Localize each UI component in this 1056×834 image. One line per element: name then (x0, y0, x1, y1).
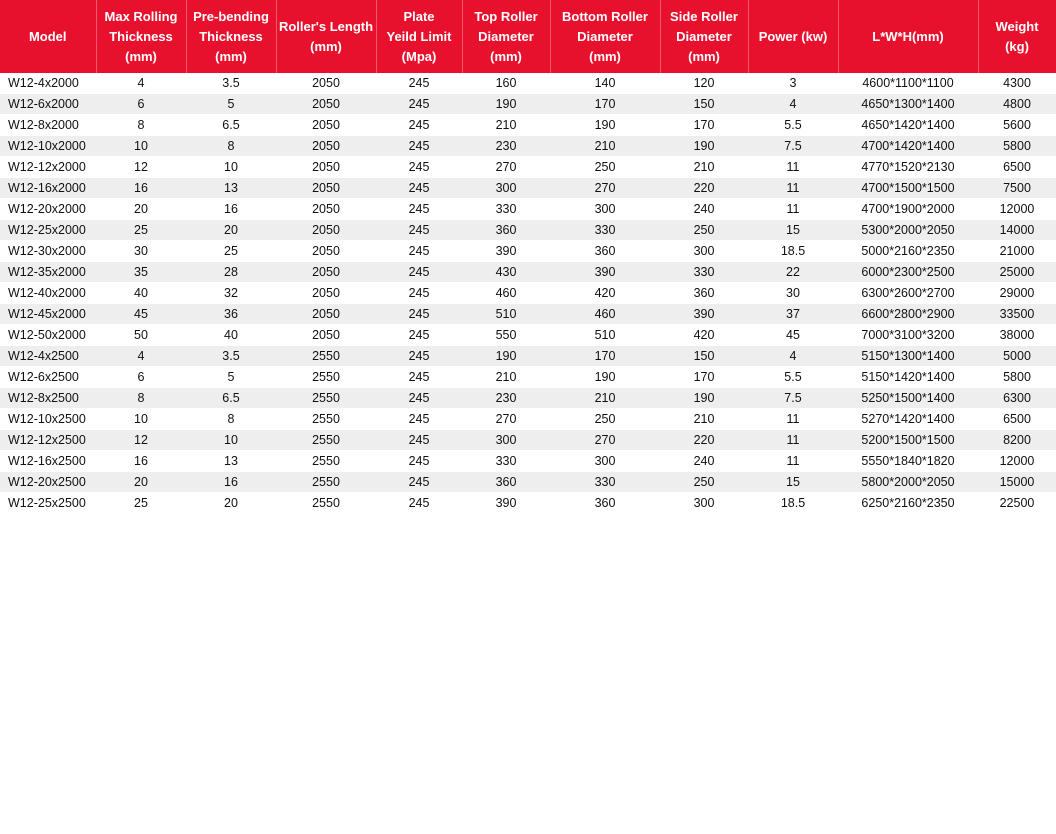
cell-power: 5.5 (748, 115, 838, 136)
cell-power: 11 (748, 451, 838, 472)
cell-model: W12-30x2000 (0, 241, 96, 262)
cell-dimensions: 4650*1420*1400 (838, 115, 978, 136)
cell-power: 15 (748, 472, 838, 493)
cell-bottom-roller-diameter: 170 (550, 346, 660, 367)
cell-bottom-roller-diameter: 460 (550, 304, 660, 325)
table-row (0, 346, 1056, 367)
cell-pre-bending-thickness: 40 (186, 325, 276, 346)
cell-max-rolling-thickness: 16 (96, 178, 186, 199)
table-row (0, 178, 1056, 199)
cell-bottom-roller-diameter: 330 (550, 220, 660, 241)
cell-weight: 25000 (978, 262, 1056, 283)
cell-pre-bending-thickness: 5 (186, 94, 276, 115)
table-row (0, 325, 1056, 346)
header-top-roller-diameter: Top Roller Diameter (mm) (462, 0, 550, 73)
cell-side-roller-diameter: 220 (660, 178, 748, 199)
cell-roller-length: 2050 (276, 199, 376, 220)
cell-dimensions: 4650*1300*1400 (838, 94, 978, 115)
table-row (0, 220, 1056, 241)
cell-top-roller-diameter: 330 (462, 451, 550, 472)
cell-power: 18.5 (748, 241, 838, 262)
cell-dimensions: 6000*2300*2500 (838, 262, 978, 283)
cell-top-roller-diameter: 210 (462, 367, 550, 388)
cell-bottom-roller-diameter: 190 (550, 367, 660, 388)
cell-power: 11 (748, 178, 838, 199)
cell-max-rolling-thickness: 50 (96, 325, 186, 346)
cell-weight: 5000 (978, 346, 1056, 367)
cell-top-roller-diameter: 390 (462, 241, 550, 262)
cell-power: 7.5 (748, 136, 838, 157)
cell-roller-length: 2050 (276, 220, 376, 241)
table-row (0, 157, 1056, 178)
cell-power: 4 (748, 94, 838, 115)
cell-roller-length: 2550 (276, 451, 376, 472)
cell-dimensions: 4600*1100*1100 (838, 73, 978, 94)
cell-max-rolling-thickness: 20 (96, 199, 186, 220)
cell-dimensions: 5150*1300*1400 (838, 346, 978, 367)
cell-weight: 38000 (978, 325, 1056, 346)
cell-plate-yield-limit: 245 (376, 220, 462, 241)
cell-power: 15 (748, 220, 838, 241)
cell-plate-yield-limit: 245 (376, 409, 462, 430)
table-row (0, 136, 1056, 157)
cell-dimensions: 6300*2600*2700 (838, 283, 978, 304)
cell-model: W12-16x2000 (0, 178, 96, 199)
cell-weight: 5600 (978, 115, 1056, 136)
cell-bottom-roller-diameter: 140 (550, 73, 660, 94)
header-power: Power (kw) (748, 0, 838, 73)
cell-weight: 29000 (978, 283, 1056, 304)
cell-dimensions: 4700*1900*2000 (838, 199, 978, 220)
cell-pre-bending-thickness: 6.5 (186, 388, 276, 409)
cell-plate-yield-limit: 245 (376, 73, 462, 94)
cell-bottom-roller-diameter: 250 (550, 409, 660, 430)
cell-power: 3 (748, 73, 838, 94)
cell-weight: 22500 (978, 493, 1056, 514)
cell-plate-yield-limit: 245 (376, 451, 462, 472)
cell-max-rolling-thickness: 6 (96, 94, 186, 115)
cell-top-roller-diameter: 460 (462, 283, 550, 304)
cell-dimensions: 5270*1420*1400 (838, 409, 978, 430)
cell-plate-yield-limit: 245 (376, 115, 462, 136)
cell-model: W12-25x2500 (0, 493, 96, 514)
table-row (0, 262, 1056, 283)
cell-roller-length: 2050 (276, 241, 376, 262)
cell-power: 11 (748, 409, 838, 430)
cell-power: 5.5 (748, 367, 838, 388)
cell-bottom-roller-diameter: 390 (550, 262, 660, 283)
cell-max-rolling-thickness: 25 (96, 220, 186, 241)
cell-side-roller-diameter: 300 (660, 241, 748, 262)
cell-plate-yield-limit: 245 (376, 388, 462, 409)
cell-dimensions: 5250*1500*1400 (838, 388, 978, 409)
cell-bottom-roller-diameter: 300 (550, 451, 660, 472)
cell-bottom-roller-diameter: 300 (550, 199, 660, 220)
table-row (0, 388, 1056, 409)
cell-pre-bending-thickness: 5 (186, 367, 276, 388)
cell-model: W12-20x2500 (0, 472, 96, 493)
table-row (0, 409, 1056, 430)
cell-weight: 6500 (978, 409, 1056, 430)
cell-top-roller-diameter: 430 (462, 262, 550, 283)
header-roller-length: Roller's Length (mm) (276, 0, 376, 73)
table-row (0, 241, 1056, 262)
cell-plate-yield-limit: 245 (376, 472, 462, 493)
cell-max-rolling-thickness: 10 (96, 136, 186, 157)
cell-bottom-roller-diameter: 330 (550, 472, 660, 493)
cell-side-roller-diameter: 390 (660, 304, 748, 325)
cell-bottom-roller-diameter: 210 (550, 136, 660, 157)
cell-roller-length: 2550 (276, 472, 376, 493)
cell-model: W12-6x2500 (0, 367, 96, 388)
cell-power: 18.5 (748, 493, 838, 514)
header-model: Model (0, 0, 96, 73)
cell-side-roller-diameter: 150 (660, 346, 748, 367)
cell-model: W12-10x2000 (0, 136, 96, 157)
cell-side-roller-diameter: 190 (660, 136, 748, 157)
cell-dimensions: 5000*2160*2350 (838, 241, 978, 262)
cell-dimensions: 5150*1420*1400 (838, 367, 978, 388)
table-body (0, 73, 1056, 514)
cell-side-roller-diameter: 250 (660, 472, 748, 493)
cell-model: W12-40x2000 (0, 283, 96, 304)
cell-top-roller-diameter: 270 (462, 157, 550, 178)
cell-bottom-roller-diameter: 510 (550, 325, 660, 346)
cell-roller-length: 2550 (276, 430, 376, 451)
header-bottom-roller-diameter: Bottom Roller Diameter (mm) (550, 0, 660, 73)
cell-side-roller-diameter: 170 (660, 367, 748, 388)
cell-dimensions: 4700*1500*1500 (838, 178, 978, 199)
table-row (0, 304, 1056, 325)
cell-pre-bending-thickness: 36 (186, 304, 276, 325)
table-row (0, 283, 1056, 304)
cell-top-roller-diameter: 190 (462, 346, 550, 367)
cell-plate-yield-limit: 245 (376, 367, 462, 388)
cell-weight: 5800 (978, 136, 1056, 157)
cell-top-roller-diameter: 210 (462, 115, 550, 136)
cell-top-roller-diameter: 360 (462, 472, 550, 493)
cell-dimensions: 6600*2800*2900 (838, 304, 978, 325)
cell-plate-yield-limit: 245 (376, 241, 462, 262)
cell-model: W12-12x2500 (0, 430, 96, 451)
cell-model: W12-6x2000 (0, 94, 96, 115)
cell-power: 11 (748, 199, 838, 220)
cell-max-rolling-thickness: 4 (96, 346, 186, 367)
cell-pre-bending-thickness: 20 (186, 220, 276, 241)
cell-top-roller-diameter: 550 (462, 325, 550, 346)
cell-max-rolling-thickness: 30 (96, 241, 186, 262)
cell-pre-bending-thickness: 8 (186, 409, 276, 430)
header-dimensions: L*W*H(mm) (838, 0, 978, 73)
cell-weight: 6500 (978, 157, 1056, 178)
header-plate-yield-limit: Plate Yeild Limit (Mpa) (376, 0, 462, 73)
cell-model: W12-45x2000 (0, 304, 96, 325)
cell-power: 22 (748, 262, 838, 283)
cell-plate-yield-limit: 245 (376, 430, 462, 451)
cell-pre-bending-thickness: 25 (186, 241, 276, 262)
table-row (0, 493, 1056, 514)
table-row (0, 73, 1056, 94)
cell-plate-yield-limit: 245 (376, 493, 462, 514)
cell-roller-length: 2550 (276, 346, 376, 367)
cell-max-rolling-thickness: 20 (96, 472, 186, 493)
cell-bottom-roller-diameter: 250 (550, 157, 660, 178)
cell-model: W12-8x2500 (0, 388, 96, 409)
cell-power: 30 (748, 283, 838, 304)
table-row (0, 115, 1056, 136)
cell-side-roller-diameter: 250 (660, 220, 748, 241)
cell-plate-yield-limit: 245 (376, 157, 462, 178)
header-weight: Weight (kg) (978, 0, 1056, 73)
cell-roller-length: 2550 (276, 409, 376, 430)
cell-weight: 15000 (978, 472, 1056, 493)
cell-pre-bending-thickness: 3.5 (186, 346, 276, 367)
cell-roller-length: 2050 (276, 94, 376, 115)
table-row (0, 430, 1056, 451)
cell-pre-bending-thickness: 13 (186, 178, 276, 199)
cell-top-roller-diameter: 230 (462, 388, 550, 409)
cell-side-roller-diameter: 300 (660, 493, 748, 514)
cell-max-rolling-thickness: 12 (96, 430, 186, 451)
cell-weight: 4300 (978, 73, 1056, 94)
header-pre-bending-thickness: Pre-bending Thickness (mm) (186, 0, 276, 73)
cell-weight: 12000 (978, 451, 1056, 472)
cell-side-roller-diameter: 170 (660, 115, 748, 136)
cell-pre-bending-thickness: 3.5 (186, 73, 276, 94)
cell-model: W12-4x2500 (0, 346, 96, 367)
cell-weight: 21000 (978, 241, 1056, 262)
cell-roller-length: 2050 (276, 136, 376, 157)
cell-top-roller-diameter: 390 (462, 493, 550, 514)
cell-side-roller-diameter: 420 (660, 325, 748, 346)
cell-pre-bending-thickness: 16 (186, 199, 276, 220)
table-row (0, 199, 1056, 220)
cell-plate-yield-limit: 245 (376, 199, 462, 220)
cell-weight: 33500 (978, 304, 1056, 325)
cell-side-roller-diameter: 240 (660, 199, 748, 220)
cell-plate-yield-limit: 245 (376, 346, 462, 367)
cell-side-roller-diameter: 220 (660, 430, 748, 451)
cell-max-rolling-thickness: 16 (96, 451, 186, 472)
cell-plate-yield-limit: 245 (376, 94, 462, 115)
cell-side-roller-diameter: 210 (660, 157, 748, 178)
cell-max-rolling-thickness: 40 (96, 283, 186, 304)
cell-side-roller-diameter: 330 (660, 262, 748, 283)
cell-model: W12-8x2000 (0, 115, 96, 136)
cell-dimensions: 6250*2160*2350 (838, 493, 978, 514)
cell-roller-length: 2050 (276, 115, 376, 136)
table-row (0, 451, 1056, 472)
cell-roller-length: 2050 (276, 262, 376, 283)
cell-model: W12-16x2500 (0, 451, 96, 472)
cell-roller-length: 2550 (276, 367, 376, 388)
cell-pre-bending-thickness: 20 (186, 493, 276, 514)
cell-roller-length: 2550 (276, 388, 376, 409)
cell-pre-bending-thickness: 16 (186, 472, 276, 493)
cell-power: 4 (748, 346, 838, 367)
cell-power: 37 (748, 304, 838, 325)
cell-bottom-roller-diameter: 170 (550, 94, 660, 115)
cell-pre-bending-thickness: 13 (186, 451, 276, 472)
cell-pre-bending-thickness: 6.5 (186, 115, 276, 136)
cell-weight: 8200 (978, 430, 1056, 451)
cell-pre-bending-thickness: 8 (186, 136, 276, 157)
cell-side-roller-diameter: 210 (660, 409, 748, 430)
table-row (0, 94, 1056, 115)
cell-max-rolling-thickness: 8 (96, 115, 186, 136)
cell-dimensions: 7000*3100*3200 (838, 325, 978, 346)
cell-top-roller-diameter: 190 (462, 94, 550, 115)
cell-side-roller-diameter: 240 (660, 451, 748, 472)
cell-roller-length: 2050 (276, 157, 376, 178)
cell-roller-length: 2050 (276, 283, 376, 304)
cell-bottom-roller-diameter: 420 (550, 283, 660, 304)
cell-plate-yield-limit: 245 (376, 283, 462, 304)
cell-roller-length: 2050 (276, 325, 376, 346)
cell-side-roller-diameter: 190 (660, 388, 748, 409)
cell-model: W12-10x2500 (0, 409, 96, 430)
cell-dimensions: 5200*1500*1500 (838, 430, 978, 451)
header-row (0, 0, 1056, 73)
header-side-roller-diameter: Side Roller Diameter (mm) (660, 0, 748, 73)
cell-top-roller-diameter: 160 (462, 73, 550, 94)
cell-power: 7.5 (748, 388, 838, 409)
cell-model: W12-4x2000 (0, 73, 96, 94)
cell-max-rolling-thickness: 45 (96, 304, 186, 325)
cell-bottom-roller-diameter: 270 (550, 430, 660, 451)
cell-dimensions: 4770*1520*2130 (838, 157, 978, 178)
cell-max-rolling-thickness: 25 (96, 493, 186, 514)
cell-top-roller-diameter: 360 (462, 220, 550, 241)
cell-top-roller-diameter: 230 (462, 136, 550, 157)
cell-pre-bending-thickness: 10 (186, 157, 276, 178)
cell-side-roller-diameter: 120 (660, 73, 748, 94)
cell-plate-yield-limit: 245 (376, 304, 462, 325)
cell-plate-yield-limit: 245 (376, 178, 462, 199)
cell-top-roller-diameter: 270 (462, 409, 550, 430)
cell-weight: 6300 (978, 388, 1056, 409)
cell-weight: 14000 (978, 220, 1056, 241)
cell-roller-length: 2050 (276, 304, 376, 325)
cell-bottom-roller-diameter: 190 (550, 115, 660, 136)
cell-top-roller-diameter: 300 (462, 430, 550, 451)
cell-pre-bending-thickness: 10 (186, 430, 276, 451)
cell-pre-bending-thickness: 32 (186, 283, 276, 304)
cell-dimensions: 5300*2000*2050 (838, 220, 978, 241)
cell-weight: 12000 (978, 199, 1056, 220)
cell-model: W12-25x2000 (0, 220, 96, 241)
cell-top-roller-diameter: 510 (462, 304, 550, 325)
cell-bottom-roller-diameter: 270 (550, 178, 660, 199)
cell-max-rolling-thickness: 6 (96, 367, 186, 388)
cell-weight: 7500 (978, 178, 1056, 199)
cell-weight: 5800 (978, 367, 1056, 388)
cell-bottom-roller-diameter: 360 (550, 241, 660, 262)
cell-side-roller-diameter: 360 (660, 283, 748, 304)
cell-bottom-roller-diameter: 360 (550, 493, 660, 514)
cell-top-roller-diameter: 300 (462, 178, 550, 199)
cell-model: W12-35x2000 (0, 262, 96, 283)
cell-max-rolling-thickness: 12 (96, 157, 186, 178)
cell-max-rolling-thickness: 10 (96, 409, 186, 430)
cell-power: 11 (748, 157, 838, 178)
cell-plate-yield-limit: 245 (376, 136, 462, 157)
table-row (0, 472, 1056, 493)
cell-pre-bending-thickness: 28 (186, 262, 276, 283)
cell-model: W12-20x2000 (0, 199, 96, 220)
cell-dimensions: 5550*1840*1820 (838, 451, 978, 472)
cell-model: W12-12x2000 (0, 157, 96, 178)
cell-max-rolling-thickness: 35 (96, 262, 186, 283)
cell-max-rolling-thickness: 8 (96, 388, 186, 409)
cell-top-roller-diameter: 330 (462, 199, 550, 220)
cell-side-roller-diameter: 150 (660, 94, 748, 115)
table-row (0, 367, 1056, 388)
cell-plate-yield-limit: 245 (376, 262, 462, 283)
cell-roller-length: 2550 (276, 493, 376, 514)
cell-roller-length: 2050 (276, 178, 376, 199)
cell-model: W12-50x2000 (0, 325, 96, 346)
cell-bottom-roller-diameter: 210 (550, 388, 660, 409)
cell-power: 45 (748, 325, 838, 346)
cell-dimensions: 4700*1420*1400 (838, 136, 978, 157)
cell-max-rolling-thickness: 4 (96, 73, 186, 94)
cell-weight: 4800 (978, 94, 1056, 115)
cell-plate-yield-limit: 245 (376, 325, 462, 346)
cell-power: 11 (748, 430, 838, 451)
header-max-rolling-thickness: Max Rolling Thickness (mm) (96, 0, 186, 73)
cell-roller-length: 2050 (276, 73, 376, 94)
cell-dimensions: 5800*2000*2050 (838, 472, 978, 493)
